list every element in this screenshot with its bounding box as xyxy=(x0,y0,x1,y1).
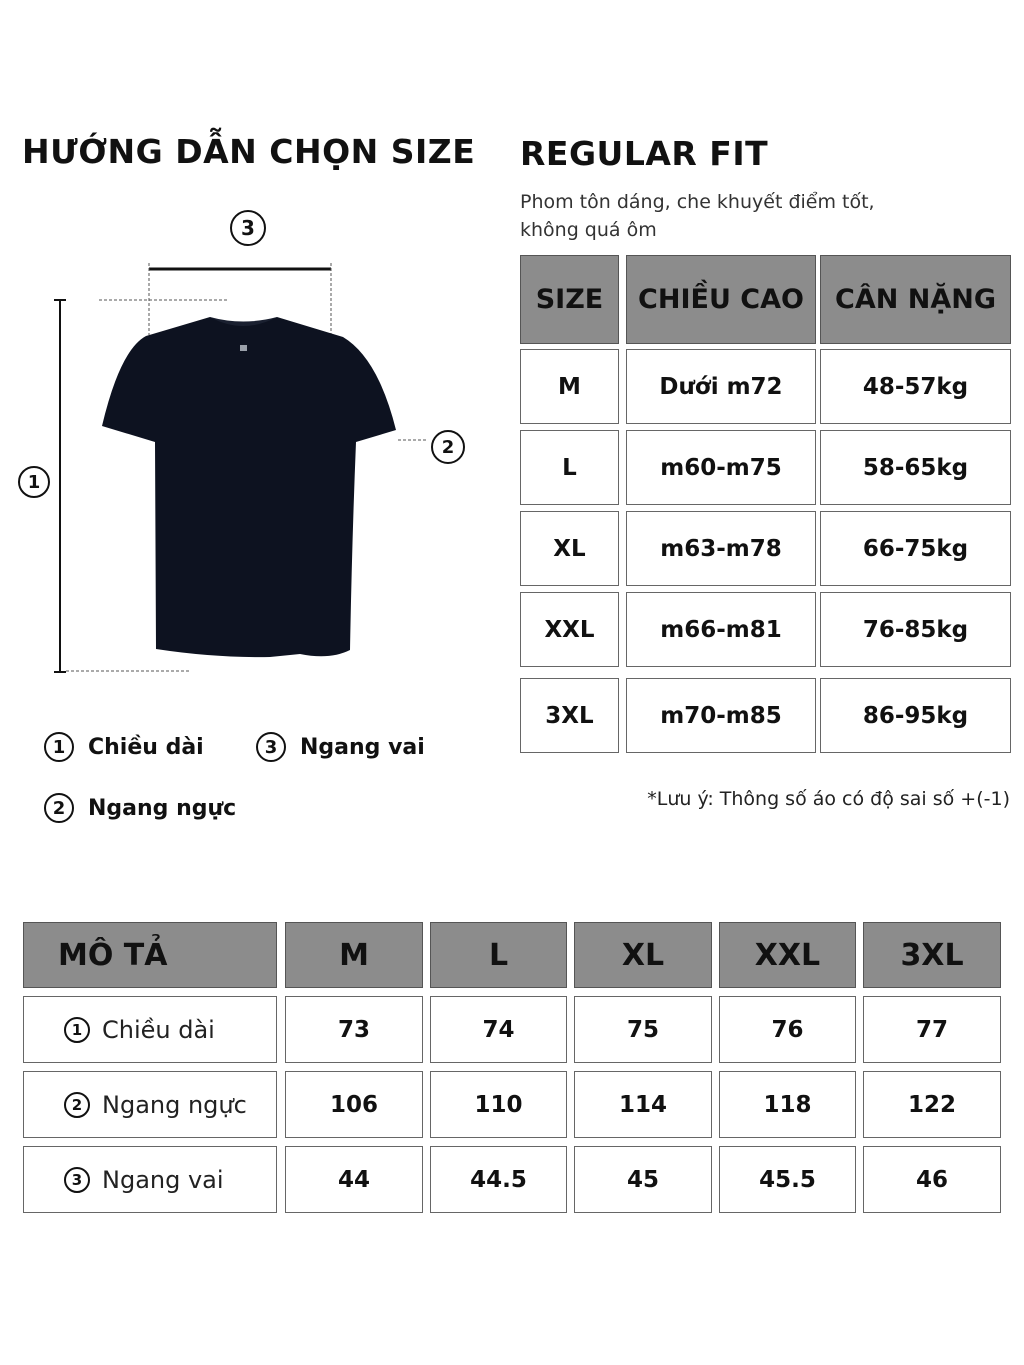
legend-item-shoulder xyxy=(256,732,425,762)
measure-row-label xyxy=(23,1071,277,1138)
size-table-cell: 66-75kg xyxy=(820,511,1011,586)
measure-cell: 45 xyxy=(574,1146,712,1213)
size-table-header-size: SIZE xyxy=(520,255,619,344)
size-table-cell: 48-57kg xyxy=(820,349,1011,424)
shirt-diagram-svg xyxy=(0,190,500,700)
size-table-cell: XL xyxy=(520,511,619,586)
measure-header-size: M xyxy=(285,922,423,988)
legend-number: 3 xyxy=(256,732,286,762)
legend-item-chest xyxy=(44,793,236,823)
measure-cell: 73 xyxy=(285,996,423,1063)
fit-description-line-1: Phom tôn dáng, che khuyết điểm tốt, xyxy=(520,191,875,213)
fit-description xyxy=(520,188,875,244)
size-table-header-weight: CÂN NẶNG xyxy=(820,255,1011,344)
size-table-cell: m70-m85 xyxy=(626,678,816,753)
row-label-text: Ngang ngực xyxy=(102,1090,247,1119)
legend-label: Ngang ngực xyxy=(88,795,237,821)
measure-cell: 77 xyxy=(863,996,1001,1063)
fit-title: REGULAR FIT xyxy=(520,134,769,173)
measure-cell: 110 xyxy=(430,1071,567,1138)
size-table-cell: Dưới m72 xyxy=(626,349,816,424)
size-table-cell: m66-m81 xyxy=(626,592,816,667)
legend-item-length xyxy=(44,732,204,762)
size-table-cell: 3XL xyxy=(520,678,619,753)
measure-header-size: XXL xyxy=(719,922,856,988)
measure-header-size: XL xyxy=(574,922,712,988)
measure-cell: 114 xyxy=(574,1071,712,1138)
measure-header-size: 3XL xyxy=(863,922,1001,988)
legend-label: Ngang vai xyxy=(300,734,425,760)
row-number: 3 xyxy=(64,1167,90,1193)
marker-3: 3 xyxy=(230,210,266,246)
measure-header-description: MÔ TẢ xyxy=(23,922,277,988)
row-label-text: Ngang vai xyxy=(102,1165,224,1194)
measure-cell: 118 xyxy=(719,1071,856,1138)
size-table-cell: m63-m78 xyxy=(626,511,816,586)
marker-2: 2 xyxy=(431,430,465,464)
size-table-cell: 86-95kg xyxy=(820,678,1011,753)
legend-number: 1 xyxy=(44,732,74,762)
size-table-cell: L xyxy=(520,430,619,505)
size-table-cell: M xyxy=(520,349,619,424)
measure-cell: 45.5 xyxy=(719,1146,856,1213)
size-table-cell: XXL xyxy=(520,592,619,667)
marker-1: 1 xyxy=(18,466,50,498)
tolerance-note: *Lưu ý: Thông số áo có độ sai số +(-1) xyxy=(647,788,1010,810)
measure-cell: 106 xyxy=(285,1071,423,1138)
measure-cell: 74 xyxy=(430,996,567,1063)
guide-title: HƯỚNG DẪN CHỌN SIZE xyxy=(22,132,476,171)
size-table-cell: 58-65kg xyxy=(820,430,1011,505)
fit-description-line-2: không quá ôm xyxy=(520,219,657,241)
size-table-cell: 76-85kg xyxy=(820,592,1011,667)
row-number: 1 xyxy=(64,1017,90,1043)
measure-row-label xyxy=(23,996,277,1063)
measure-row-label xyxy=(23,1146,277,1213)
measure-cell: 44.5 xyxy=(430,1146,567,1213)
legend-label: Chiều dài xyxy=(88,734,204,760)
tshirt-shape xyxy=(102,317,396,657)
measure-cell: 122 xyxy=(863,1071,1001,1138)
size-table-cell: m60-m75 xyxy=(626,430,816,505)
measure-cell: 46 xyxy=(863,1146,1001,1213)
legend-number: 2 xyxy=(44,793,74,823)
measure-cell: 44 xyxy=(285,1146,423,1213)
size-table-header-height: CHIỀU CAO xyxy=(626,255,816,344)
measure-cell: 75 xyxy=(574,996,712,1063)
row-label-text: Chiều dài xyxy=(102,1015,215,1044)
shirt-diagram xyxy=(0,190,500,700)
measure-cell: 76 xyxy=(719,996,856,1063)
row-number: 2 xyxy=(64,1092,90,1118)
measure-header-size: L xyxy=(430,922,567,988)
